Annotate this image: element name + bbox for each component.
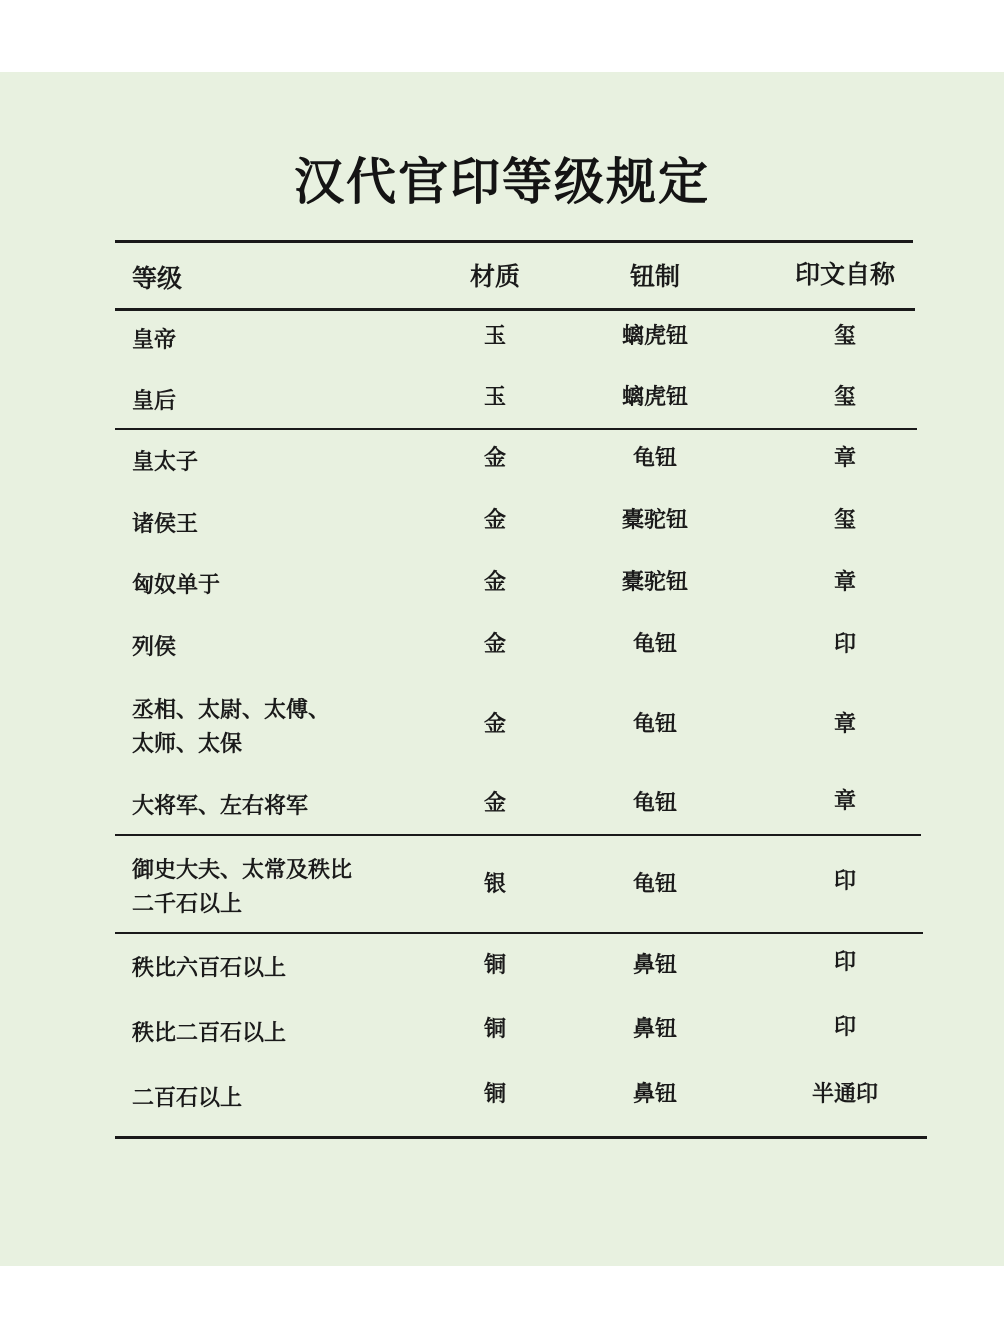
material-cell: 玉 — [483, 324, 506, 349]
seal-title-cell: 印 — [833, 950, 856, 975]
material-cell: 金 — [483, 570, 506, 595]
seal-title-cell: 玺 — [833, 508, 856, 533]
knob-cell: 鼻钮 — [632, 1082, 677, 1107]
seal-title-cell: 半通印 — [811, 1082, 878, 1107]
document-sheet — [0, 72, 1004, 1266]
header-bottom-rule — [115, 308, 915, 311]
rank-cell: 大将军、左右将军 — [132, 794, 309, 819]
seal-title-cell: 章 — [833, 712, 856, 737]
seal-title-cell: 玺 — [833, 324, 856, 349]
group-divider — [115, 834, 921, 836]
seal-title-cell: 印 — [833, 632, 856, 657]
seal-title-cell: 章 — [833, 570, 856, 595]
rank-cell: 匈奴单于 — [132, 573, 221, 598]
knob-cell: 鼻钮 — [632, 953, 677, 978]
knob-cell: 龟钮 — [632, 446, 677, 471]
rank-cell: 秩比二百石以上 — [132, 1021, 287, 1046]
knob-cell: 龟钮 — [632, 791, 677, 816]
material-cell: 金 — [483, 446, 506, 471]
material-cell: 金 — [483, 712, 506, 737]
material-cell: 铜 — [483, 953, 506, 978]
rank-cell: 皇后 — [132, 389, 177, 414]
column-header-knob: 钮制 — [629, 262, 680, 291]
material-cell: 金 — [483, 791, 506, 816]
knob-cell: 螭虎钮 — [621, 385, 688, 410]
rank-cell: 列侯 — [132, 635, 177, 660]
column-header-rank: 等级 — [132, 264, 183, 293]
page-title: 汉代官印等级规定 — [294, 153, 710, 211]
rank-cell: 皇太子 — [132, 450, 199, 475]
rank-cell: 御史大夫、太常及秩比 二千石以上 — [132, 858, 353, 917]
rank-cell: 二百石以上 — [132, 1086, 243, 1111]
seal-title-cell: 章 — [833, 789, 856, 814]
material-cell: 铜 — [483, 1017, 506, 1042]
group-divider — [115, 932, 923, 934]
material-cell: 金 — [483, 632, 506, 657]
knob-cell: 鼻钮 — [632, 1017, 677, 1042]
material-cell: 金 — [483, 508, 506, 533]
column-header-material: 材质 — [469, 262, 520, 291]
rank-cell: 丞相、太尉、太傅、 太师、太保 — [132, 698, 331, 757]
group-divider — [115, 428, 917, 430]
knob-cell: 橐驼钮 — [621, 508, 688, 533]
seal-title-cell: 章 — [833, 446, 856, 471]
material-cell: 玉 — [483, 385, 506, 410]
knob-cell: 螭虎钮 — [621, 324, 688, 349]
table-top-rule — [115, 240, 913, 243]
rank-cell: 皇帝 — [132, 328, 177, 353]
material-cell: 银 — [483, 872, 506, 897]
seal-title-cell: 印 — [833, 1015, 856, 1040]
seal-title-cell: 玺 — [833, 385, 856, 410]
knob-cell: 龟钮 — [632, 872, 677, 897]
rank-cell: 诸侯王 — [132, 512, 199, 537]
knob-cell: 橐驼钮 — [621, 570, 688, 595]
rank-cell: 秩比六百石以上 — [132, 956, 287, 981]
seal-title-cell: 印 — [833, 869, 856, 894]
table-bottom-rule — [115, 1136, 927, 1139]
column-header-seal-title: 印文自称 — [794, 260, 895, 289]
knob-cell: 龟钮 — [632, 712, 677, 737]
knob-cell: 龟钮 — [632, 632, 677, 657]
material-cell: 铜 — [483, 1082, 506, 1107]
